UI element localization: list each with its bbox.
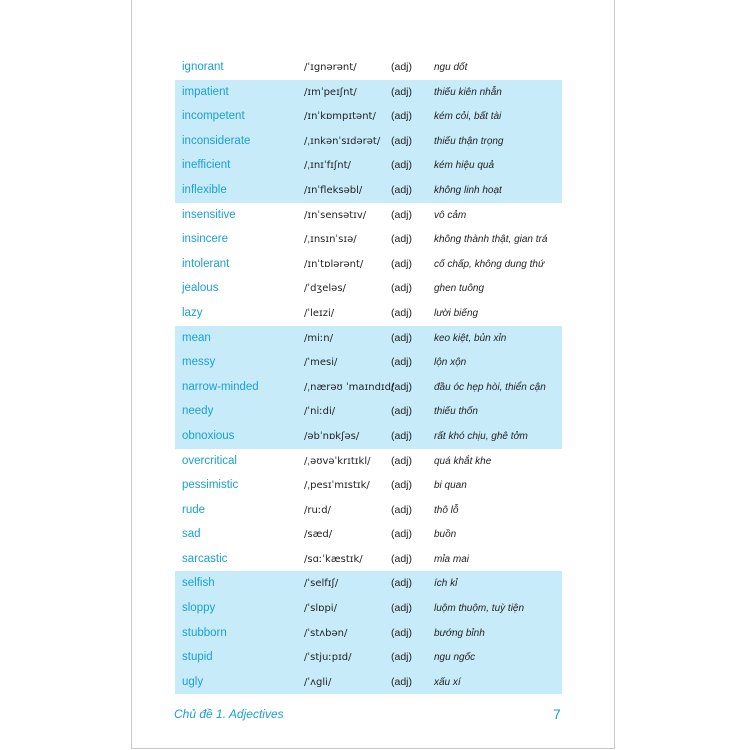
vocab-meaning: đầu óc hẹp hòi, thiển cận	[434, 381, 546, 393]
vocab-meaning: buồn	[434, 529, 457, 541]
vocab-part-of-speech: (adj)	[391, 61, 413, 73]
vocab-meaning: lộn xộn	[434, 357, 467, 369]
vocab-pronunciation: /ɪnˈfleksəbl/	[304, 184, 363, 196]
vocab-meaning: rất khó chịu, ghê tởm	[434, 430, 528, 442]
vocab-part-of-speech: (adj)	[391, 306, 413, 319]
vocab-word: insensitive	[182, 208, 236, 221]
vocab-word: impatient	[182, 85, 229, 98]
vocab-part-of-speech: (adj)	[391, 208, 413, 221]
vocab-meaning: kém cỏi, bất tài	[434, 111, 502, 123]
vocab-meaning: không linh hoạt	[434, 184, 502, 196]
vocab-meaning: keo kiệt, bủn xỉn	[434, 332, 507, 344]
vocab-part-of-speech: (adj)	[391, 626, 413, 639]
table-row	[175, 424, 562, 449]
vocab-word: sad	[182, 528, 201, 541]
table-row	[175, 80, 562, 105]
table-row	[175, 621, 562, 646]
table-row	[175, 645, 562, 670]
vocab-pronunciation: /ˈdʒeləs/	[304, 283, 346, 295]
vocab-pronunciation: /ˈʌgli/	[304, 676, 332, 688]
vocab-word: intolerant	[182, 257, 230, 270]
vocab-pronunciation: /əbˈnɒkʃəs/	[304, 430, 360, 442]
vocab-word: pessimistic	[182, 479, 239, 492]
vocabulary-table	[175, 55, 562, 694]
vocab-pronunciation: /ˈɪgnərənt/	[304, 62, 357, 73]
table-row	[175, 104, 562, 129]
vocab-meaning: thiếu thốn	[434, 406, 478, 418]
vocab-meaning: không thành thật, gian trá	[434, 234, 548, 246]
vocab-part-of-speech: (adj)	[391, 356, 413, 369]
vocab-meaning: ghen tuông	[434, 283, 485, 295]
vocab-meaning: bướng bỉnh	[434, 627, 485, 639]
vocab-part-of-speech: (adj)	[391, 134, 413, 147]
vocab-word: inflexible	[182, 183, 227, 196]
vocab-word: lazy	[182, 306, 203, 319]
vocab-part-of-speech: (adj)	[391, 602, 413, 615]
vocab-meaning: ngu dốt	[434, 62, 468, 73]
vocab-word: ugly	[182, 675, 204, 688]
vocab-meaning: vô cảm	[434, 209, 467, 221]
table-row	[175, 252, 562, 277]
vocab-word: rude	[182, 503, 206, 516]
vocab-word: stubborn	[182, 626, 227, 639]
vocab-part-of-speech: (adj)	[391, 429, 413, 442]
vocab-pronunciation: /ˈslɒpi/	[304, 603, 337, 615]
vocab-part-of-speech: (adj)	[391, 233, 413, 246]
vocab-word: inconsiderate	[182, 134, 251, 147]
vocab-meaning: mỉa mai	[434, 553, 470, 565]
vocab-part-of-speech: (adj)	[391, 651, 413, 664]
vocab-part-of-speech: (adj)	[391, 503, 413, 516]
vocab-word: sarcastic	[182, 552, 228, 565]
vocab-word: needy	[182, 405, 214, 418]
vocab-part-of-speech: (adj)	[391, 282, 413, 295]
vocab-part-of-speech: (adj)	[391, 577, 413, 590]
page-number: 7	[553, 706, 561, 722]
vocab-word: messy	[182, 356, 216, 369]
table-row	[175, 276, 562, 301]
table-row	[175, 571, 562, 596]
vocab-meaning: kém hiệu quả	[434, 160, 495, 172]
table-row	[175, 522, 562, 547]
vocab-pronunciation: /ˈstjuːpɪd/	[304, 652, 352, 664]
vocab-part-of-speech: (adj)	[391, 331, 413, 344]
vocab-word: sloppy	[182, 602, 216, 615]
vocab-pronunciation: /ˌpesɪˈmɪstɪk/	[304, 480, 370, 492]
vocab-meaning: ngu ngốc	[434, 652, 476, 664]
vocab-meaning: lười biếng	[434, 307, 479, 319]
vocab-pronunciation: /ˌnærəʊ ˈmaɪndɪd/	[304, 381, 395, 393]
vocab-pronunciation: /ˈniːdi/	[304, 406, 336, 418]
vocab-pronunciation: /ˌɪnsɪnˈsɪə/	[304, 234, 357, 246]
table-row	[175, 449, 562, 474]
vocab-part-of-speech: (adj)	[391, 110, 413, 123]
vocab-pronunciation: /ɪnˈtɒlərənt/	[304, 258, 364, 270]
table-row	[175, 178, 562, 203]
vocab-word: overcritical	[182, 454, 237, 467]
table-row	[175, 227, 562, 252]
table-row	[175, 129, 562, 154]
vocab-pronunciation: /ɪnˈsensətɪv/	[304, 209, 367, 221]
table-row	[175, 350, 562, 375]
vocab-meaning: bi quan	[434, 480, 467, 492]
vocab-meaning: quá khắt khe	[434, 455, 492, 467]
vocab-word: mean	[182, 331, 211, 344]
chapter-title: Chủ đề 1. Adjectives	[174, 707, 284, 721]
vocab-part-of-speech: (adj)	[391, 479, 413, 492]
vocab-part-of-speech: (adj)	[391, 454, 413, 467]
vocab-word: incompetent	[182, 110, 245, 123]
table-row	[175, 596, 562, 621]
vocab-pronunciation: /ˌɪnɪˈfɪʃnt/	[304, 160, 351, 172]
vocab-part-of-speech: (adj)	[391, 552, 413, 565]
vocab-pronunciation: /ˈselfɪʃ/	[304, 578, 339, 590]
vocab-word: selfish	[182, 577, 215, 590]
vocab-pronunciation: /ɪnˈkɒmpɪtənt/	[304, 111, 376, 123]
table-row	[175, 326, 562, 351]
table-row	[175, 153, 562, 178]
vocab-word: obnoxious	[182, 429, 235, 442]
vocab-part-of-speech: (adj)	[391, 159, 413, 172]
vocab-part-of-speech: (adj)	[391, 405, 413, 418]
table-row	[175, 203, 562, 228]
vocab-pronunciation: /ɪmˈpeɪʃnt/	[304, 86, 357, 98]
table-row	[175, 498, 562, 523]
vocab-meaning: cố chấp, không dung thứ	[434, 258, 545, 270]
table-row	[175, 547, 562, 572]
vocab-meaning: xấu xí	[434, 676, 461, 688]
vocab-word: ignorant	[182, 61, 224, 73]
vocab-pronunciation: /sæd/	[304, 529, 333, 541]
table-row	[175, 399, 562, 424]
vocab-part-of-speech: (adj)	[391, 257, 413, 270]
vocab-part-of-speech: (adj)	[391, 183, 413, 196]
vocab-part-of-speech: (adj)	[391, 675, 413, 688]
vocab-meaning: thiếu thận trọng	[434, 135, 504, 147]
vocab-meaning: luộm thuộm, tuỳ tiện	[434, 603, 525, 615]
vocab-word: narrow-minded	[182, 380, 259, 393]
vocab-pronunciation: /sɑːˈkæstɪk/	[304, 553, 363, 565]
vocab-part-of-speech: (adj)	[391, 85, 413, 98]
vocab-pronunciation: /ˈleɪzi/	[304, 307, 335, 319]
vocab-pronunciation: /miːn/	[304, 332, 333, 344]
table-row	[175, 55, 562, 80]
table-row	[175, 375, 562, 400]
table-row	[175, 473, 562, 498]
vocab-pronunciation: /ˈstʌbən/	[304, 627, 348, 639]
vocab-meaning: thiếu kiên nhẫn	[434, 86, 502, 98]
vocab-pronunciation: /ruːd/	[304, 504, 331, 516]
vocab-meaning: ích kỉ	[434, 578, 458, 590]
vocab-part-of-speech: (adj)	[391, 528, 413, 541]
vocab-part-of-speech: (adj)	[391, 380, 413, 393]
vocab-pronunciation: /ˌɪnkənˈsɪdərət/	[304, 135, 381, 147]
table-row	[175, 301, 562, 326]
vocab-pronunciation: /ˈmesi/	[304, 357, 338, 369]
table-row	[175, 670, 562, 695]
vocab-meaning: thô lỗ	[434, 504, 459, 516]
vocab-word: inefficient	[182, 159, 231, 172]
vocab-word: insincere	[182, 233, 229, 246]
vocab-pronunciation: /ˌəʊvəˈkrɪtɪkl/	[304, 455, 371, 467]
vocab-word: stupid	[182, 651, 213, 664]
vocab-word: jealous	[182, 282, 219, 295]
